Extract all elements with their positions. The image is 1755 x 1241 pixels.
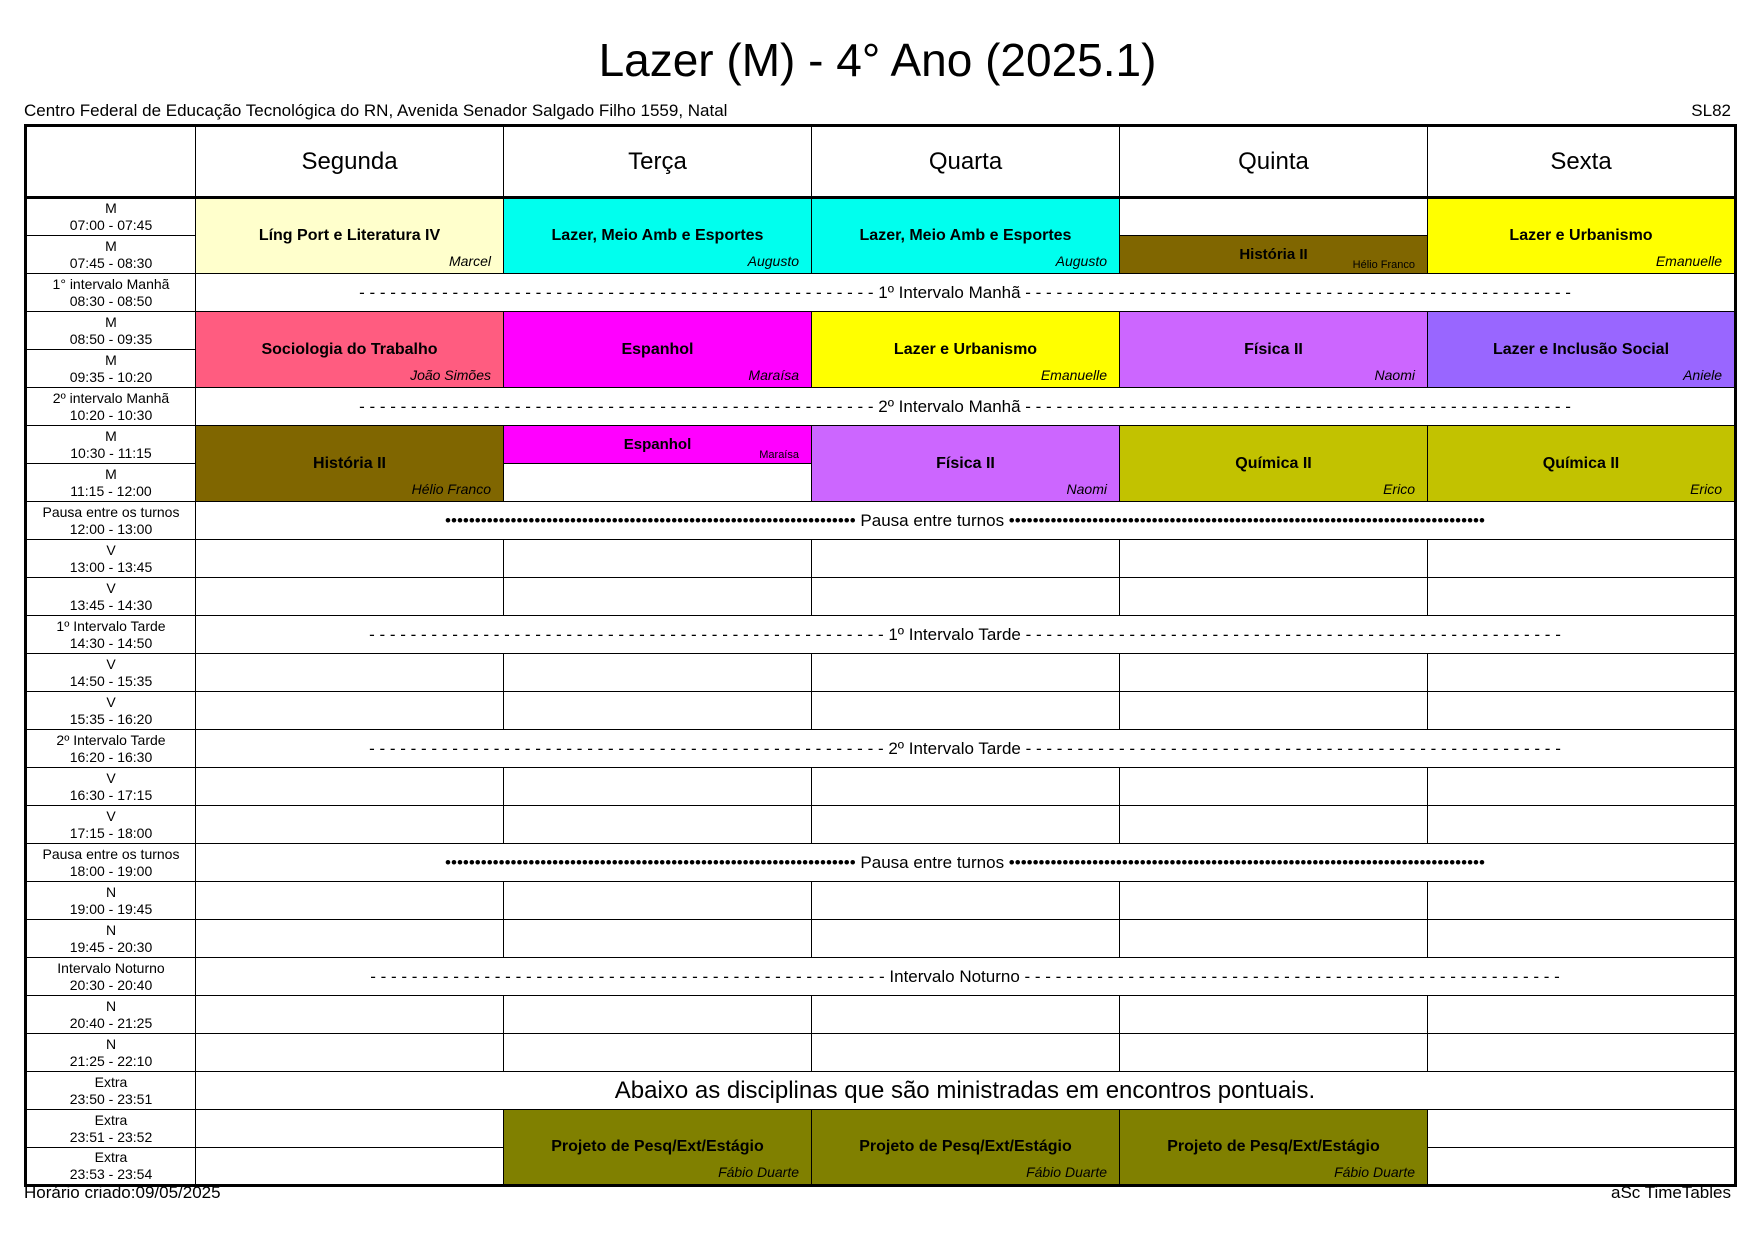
period-cell: V 14:50 - 15:35	[26, 654, 196, 692]
empty-cell	[1428, 768, 1736, 806]
empty-cell	[196, 578, 504, 616]
lesson-cell[interactable]: Lazer e Inclusão Social Aniele	[1428, 312, 1736, 388]
break-band: - - - - - - - - - - - - - - - - - - - - - - - - - - - - - - - - - - - - - - - - - - - - - - - - - - 2º Intervalo Tarde - - - - - - - - - - - - - - - - - - - - - - - - - - - - - - - - - - - - - - - - - - - - - - - - - - - -	[196, 730, 1736, 768]
empty-cell	[504, 806, 812, 844]
empty-cell	[196, 920, 504, 958]
break-band: - - - - - - - - - - - - - - - - - - - - - - - - - - - - - - - - - - - - - - - - - - - - - - - - - - 1º Intervalo Manhã - - - - - - - - - - - - - - - - - - - - - - - - - - - - - - - - - - - - - - - - - - - - - - - - - - - - -	[196, 274, 1736, 312]
empty-cell	[1120, 198, 1428, 236]
period-cell: M 09:35 - 10:20	[26, 350, 196, 388]
empty-cell	[812, 540, 1120, 578]
period-cell: Extra 23:50 - 23:51	[26, 1072, 196, 1110]
day-header: Sexta	[1428, 126, 1736, 198]
empty-cell	[1428, 882, 1736, 920]
lesson-cell[interactable]: Projeto de Pesq/Ext/Estágio Fábio Duarte	[812, 1110, 1120, 1186]
period-cell: Pausa entre os turnos 12:00 - 13:00	[26, 502, 196, 540]
break-band: - - - - - - - - - - - - - - - - - - - - - - - - - - - - - - - - - - - - - - - - - - - - - - - - - - Intervalo Noturno - - - - - - - - - - - - - - - - - - - - - - - - - - - - - - - - - - - - - - - - - - - - - - - - - - - -	[196, 958, 1736, 996]
empty-cell	[812, 806, 1120, 844]
lesson-cell[interactable]: História II Hélio Franco	[196, 426, 504, 502]
empty-cell	[1428, 692, 1736, 730]
empty-cell	[196, 996, 504, 1034]
lesson-cell[interactable]: Lazer e Urbanismo Emanuelle	[1428, 198, 1736, 274]
break-band: ••••••••••••••••••••••••••••••••••••••••••••••••••••••••••••••••••••• Pausa entre turnos ••••••••••••••••••••••••••••••••••••••••••••••••••••••••••••••••••••••••••••••••	[196, 502, 1736, 540]
empty-cell	[1120, 540, 1428, 578]
empty-cell	[1428, 1110, 1736, 1148]
period-cell: N 21:25 - 22:10	[26, 1034, 196, 1072]
empty-cell	[1120, 768, 1428, 806]
timetable	[24, 124, 1737, 1187]
empty-cell	[812, 578, 1120, 616]
day-header: Quarta	[812, 126, 1120, 198]
header-row	[26, 126, 1736, 198]
software-credit: aSc TimeTables	[1611, 1183, 1731, 1202]
period-cell: M 08:50 - 09:35	[26, 312, 196, 350]
empty-cell	[504, 996, 812, 1034]
period-cell: M 07:00 - 07:45	[26, 198, 196, 236]
empty-cell	[812, 882, 1120, 920]
period-cell: N 20:40 - 21:25	[26, 996, 196, 1034]
empty-cell	[196, 768, 504, 806]
empty-cell	[504, 692, 812, 730]
empty-cell	[1120, 1034, 1428, 1072]
school-address: Centro Federal de Educação Tecnológica do RN, Avenida Senador Salgado Filho 1559, Natal	[24, 101, 728, 120]
empty-cell	[812, 692, 1120, 730]
extra-note: Abaixo as disciplinas que são ministradas em encontros pontuais.	[196, 1072, 1736, 1110]
lesson-cell[interactable]: Lazer, Meio Amb e Esportes Augusto	[812, 198, 1120, 274]
lesson-cell[interactable]: Química II Erico	[1120, 426, 1428, 502]
empty-cell	[504, 540, 812, 578]
period-cell: Extra 23:51 - 23:52	[26, 1110, 196, 1148]
empty-cell	[196, 692, 504, 730]
empty-cell	[812, 1034, 1120, 1072]
lesson-cell[interactable]: Lazer e Urbanismo Emanuelle	[812, 312, 1120, 388]
lesson-cell[interactable]: Espanhol Maraísa	[504, 312, 812, 388]
break-band: - - - - - - - - - - - - - - - - - - - - - - - - - - - - - - - - - - - - - - - - - - - - - - - - - - 1º Intervalo Tarde - - - - - - - - - - - - - - - - - - - - - - - - - - - - - - - - - - - - - - - - - - - - - - - - - - - -	[196, 616, 1736, 654]
empty-cell	[196, 806, 504, 844]
corner-cell	[26, 126, 196, 198]
room-code: SL82	[1691, 101, 1731, 120]
break-band: ••••••••••••••••••••••••••••••••••••••••••••••••••••••••••••••••••••• Pausa entre turnos ••••••••••••••••••••••••••••••••••••••••••••••••••••••••••••••••••••••••••••••••	[196, 844, 1736, 882]
empty-cell	[504, 464, 812, 502]
empty-cell	[196, 1148, 504, 1186]
empty-cell	[196, 1110, 504, 1148]
period-cell: V 16:30 - 17:15	[26, 768, 196, 806]
empty-cell	[1120, 996, 1428, 1034]
empty-cell	[812, 768, 1120, 806]
lesson-cell[interactable]: Projeto de Pesq/Ext/Estágio Fábio Duarte	[1120, 1110, 1428, 1186]
period-cell: 1° intervalo Manhã 08:30 - 08:50	[26, 274, 196, 312]
lesson-cell[interactable]: Sociologia do Trabalho João Simões	[196, 312, 504, 388]
lesson-cell[interactable]: Projeto de Pesq/Ext/Estágio Fábio Duarte	[504, 1110, 812, 1186]
empty-cell	[504, 578, 812, 616]
empty-cell	[504, 882, 812, 920]
period-cell: V 13:00 - 13:45	[26, 540, 196, 578]
empty-cell	[1428, 578, 1736, 616]
break-band: - - - - - - - - - - - - - - - - - - - - - - - - - - - - - - - - - - - - - - - - - - - - - - - - - - 2º Intervalo Manhã - - - - - - - - - - - - - - - - - - - - - - - - - - - - - - - - - - - - - - - - - - - - - - - - - - - - -	[196, 388, 1736, 426]
empty-cell	[196, 882, 504, 920]
period-cell: V 17:15 - 18:00	[26, 806, 196, 844]
empty-cell	[196, 1034, 504, 1072]
period-cell: Extra 23:53 - 23:54	[26, 1148, 196, 1186]
empty-cell	[1428, 1034, 1736, 1072]
period-cell: M 11:15 - 12:00	[26, 464, 196, 502]
period-cell: 1º Intervalo Tarde 14:30 - 14:50	[26, 616, 196, 654]
empty-cell	[812, 920, 1120, 958]
period-cell: Pausa entre os turnos 18:00 - 19:00	[26, 844, 196, 882]
empty-cell	[1120, 882, 1428, 920]
lesson-cell[interactable]: Física II Naomi	[812, 426, 1120, 502]
period-cell: 2º Intervalo Tarde 16:20 - 16:30	[26, 730, 196, 768]
lesson-cell[interactable]: Lazer, Meio Amb e Esportes Augusto	[504, 198, 812, 274]
period-cell: N 19:45 - 20:30	[26, 920, 196, 958]
day-header: Quinta	[1120, 126, 1428, 198]
empty-cell	[196, 540, 504, 578]
lesson-cell[interactable]: Espanhol Maraísa	[504, 426, 812, 464]
page-title: Lazer (M) - 4° Ano (2025.1)	[598, 34, 1157, 86]
empty-cell	[1120, 806, 1428, 844]
period-cell: M 10:30 - 11:15	[26, 426, 196, 464]
period-cell: M 07:45 - 08:30	[26, 236, 196, 274]
empty-cell	[1428, 806, 1736, 844]
lesson-cell[interactable]: Química II Erico	[1428, 426, 1736, 502]
period-cell: Intervalo Noturno 20:30 - 20:40	[26, 958, 196, 996]
lesson-cell[interactable]: Física II Naomi	[1120, 312, 1428, 388]
empty-cell	[1428, 996, 1736, 1034]
empty-cell	[504, 1034, 812, 1072]
empty-cell	[504, 920, 812, 958]
empty-cell	[504, 654, 812, 692]
empty-cell	[1428, 540, 1736, 578]
empty-cell	[812, 654, 1120, 692]
empty-cell	[196, 654, 504, 692]
empty-cell	[1428, 920, 1736, 958]
empty-cell	[504, 768, 812, 806]
period-cell: V 15:35 - 16:20	[26, 692, 196, 730]
empty-cell	[1120, 920, 1428, 958]
empty-cell	[1120, 692, 1428, 730]
created-date: Horário criado:09/05/2025	[24, 1183, 221, 1202]
day-header: Terça	[504, 126, 812, 198]
empty-cell	[1428, 654, 1736, 692]
empty-cell	[812, 996, 1120, 1034]
period-cell: V 13:45 - 14:30	[26, 578, 196, 616]
empty-cell	[1120, 578, 1428, 616]
period-cell: N 19:00 - 19:45	[26, 882, 196, 920]
empty-cell	[1120, 654, 1428, 692]
lesson-cell[interactable]: História II Hélio Franco	[1120, 236, 1428, 274]
empty-cell	[1428, 1148, 1736, 1186]
period-cell: 2º intervalo Manhã 10:20 - 10:30	[26, 388, 196, 426]
lesson-cell[interactable]: Líng Port e Literatura IV Marcel	[196, 198, 504, 274]
day-header: Segunda	[196, 126, 504, 198]
